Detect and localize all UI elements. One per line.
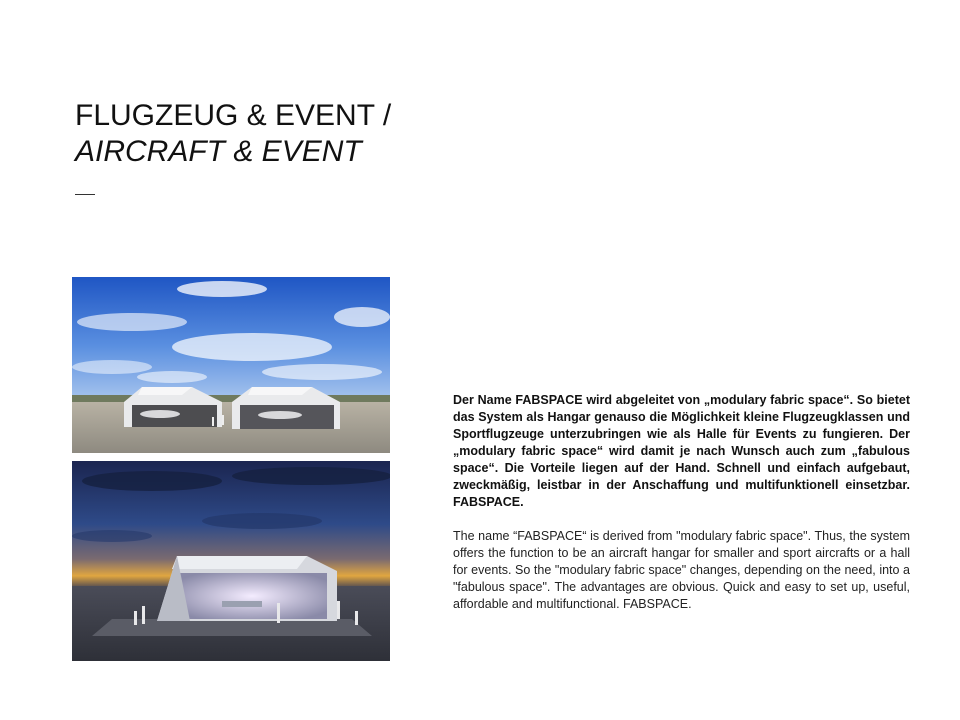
day-hangar-photo (72, 277, 390, 453)
title-divider (75, 194, 95, 195)
night-event-photo (72, 461, 390, 661)
description-english: The name “FABSPACE“ is derived from "modulary fabric space". Thus, the system offers the function to be an aircraft hangar for smaller and sport aircrafts or a hall for events. So the "modulary fabric space" changes, depending on the need, into a "fabulous space". The advantages are obvious. Quick and easy to set up, useful, affordable and multifunctional. FABSPACE. (453, 529, 910, 611)
page-title (75, 98, 391, 170)
description-text (453, 392, 910, 613)
title-german: FLUGZEUG & EVENT / (75, 99, 392, 132)
title-english: AIRCRAFT & EVENT (75, 135, 362, 168)
description-german: Der Name FABSPACE wird abgeleitet von „modulary fabric space“. So bietet das System als Hangar genauso die Möglichkeit kleine Flugzeugklassen und Sportflugzeuge unterzubringen wie als Halle für Events zu fungieren. Der „modulary fabric space“ wird damit je nach Wunsch auch zum „fabulous space“. Die Vorteile liegen auf der Hand. Schnell und einfach aufgebaut, zweckmäßig, leistbar in der Anschaffung und multifunktionell einsetzbar. FABSPACE. (453, 393, 910, 509)
